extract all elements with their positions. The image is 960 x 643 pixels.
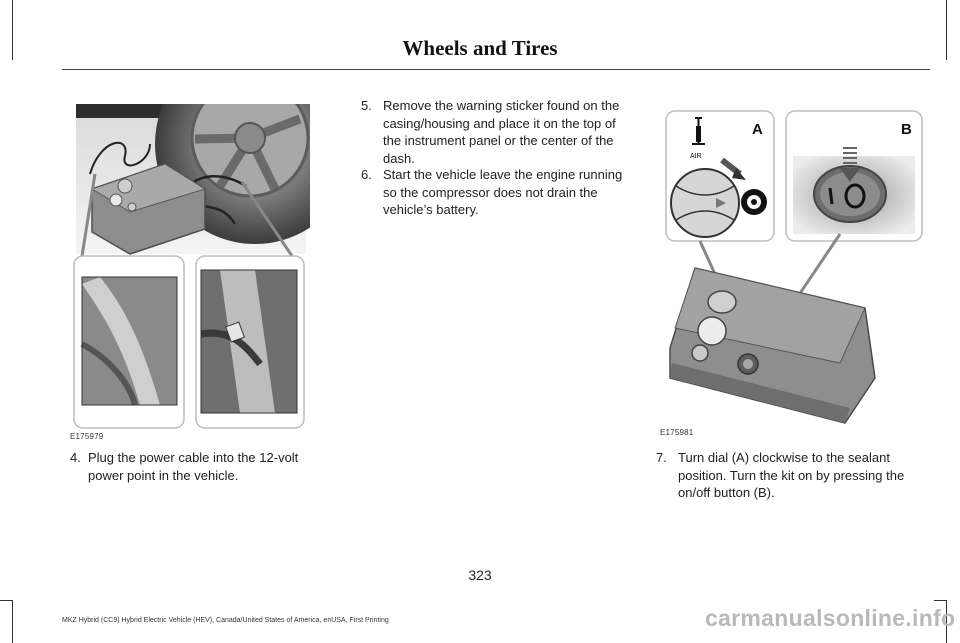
footer-text: MKZ Hybrid (CC9) Hybrid Electric Vehicle (HEV), Canada/United States of America, enUSA, First Printing	[62, 617, 389, 624]
crop-mark-bottom-left-h	[0, 600, 13, 601]
figure-code-right: E175981	[660, 428, 694, 437]
figure-code-left: E175979	[70, 432, 104, 441]
step-5-text: Remove the warning sticker found on the casing/housing and place it on the top of the instrument panel or the center of the dash.	[383, 98, 620, 166]
step-5	[361, 97, 633, 167]
crop-mark-bottom-right-h	[934, 600, 947, 601]
step-6	[361, 166, 633, 219]
watermark: carmanualsonline.info	[705, 605, 956, 631]
crop-mark-bottom-left-v	[12, 600, 13, 643]
step-6-text: Start the vehicle leave the engine running so the compressor does not drain the vehicle’s battery.	[383, 167, 623, 217]
step-7-text: Turn dial (A) clockwise to the sealant position. Turn the kit on by pressing the on/off button (B).	[678, 450, 905, 500]
step-4-number: 4.	[70, 450, 81, 465]
label-a: A	[752, 121, 763, 138]
page-number: 323	[468, 567, 492, 583]
page-title: Wheels and Tires	[402, 36, 558, 60]
step-7-number: 7.	[656, 450, 667, 465]
step-4-text: Plug the power cable into the 12-volt power point in the vehicle.	[88, 450, 299, 483]
illustration-compressor-plug-in	[70, 104, 310, 434]
step-7	[656, 449, 928, 502]
step-6-number: 6.	[361, 167, 372, 182]
label-air: AIR	[690, 153, 702, 160]
step-5-number: 5.	[361, 98, 372, 113]
label-b: B	[901, 121, 912, 138]
header-divider	[62, 69, 930, 70]
step-4	[70, 449, 320, 484]
illustration-compressor-controls	[660, 108, 930, 428]
